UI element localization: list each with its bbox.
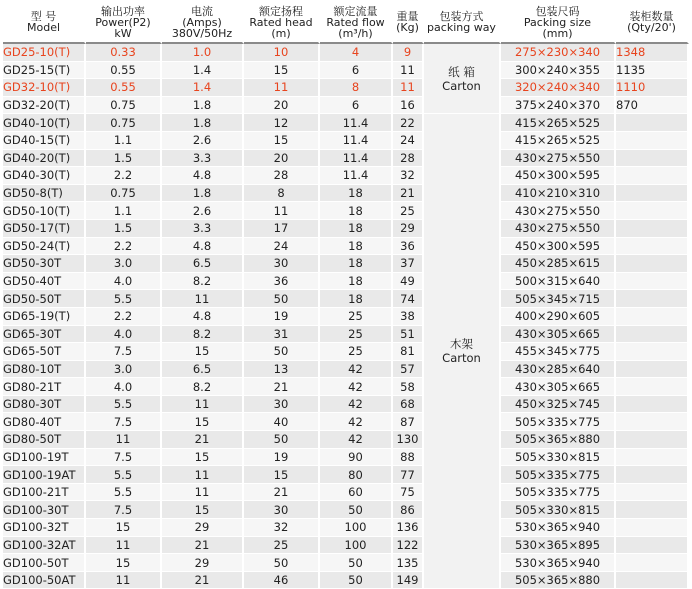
pump-spec-table [3, 2, 689, 589]
cell-model: GD50-40T [3, 273, 86, 291]
cell-weight: 68 [393, 396, 424, 414]
cell-power: 4.0 [86, 326, 162, 344]
cell-qty [616, 255, 689, 273]
cell-rated-head: 30 [244, 396, 320, 414]
cell-rated-flow: 42 [320, 396, 393, 414]
cell-model: GD80-30T [3, 396, 86, 414]
cell-rated-head: 36 [244, 273, 320, 291]
table-row [3, 132, 689, 150]
header-power: 输出功率 Power(P2) kW [86, 2, 162, 44]
cell-weight: 32 [393, 167, 424, 185]
cell-model: GD50-8(T) [3, 185, 86, 203]
cell-rated-head: 21 [244, 378, 320, 396]
cell-power: 0.75 [86, 185, 162, 203]
cell-current: 15 [162, 413, 244, 431]
cell-power: 5.5 [86, 396, 162, 414]
cell-rated-flow: 11.4 [320, 114, 393, 132]
cell-packing-size: 375×240×370 [501, 97, 616, 115]
cell-power: 1.5 [86, 220, 162, 238]
header-qty: 装柜数量 (Qty/20') [616, 2, 689, 44]
cell-rated-flow: 11.4 [320, 150, 393, 168]
cell-weight: 75 [393, 484, 424, 502]
table-row [3, 185, 689, 203]
cell-packing-size: 530×365×940 [501, 519, 616, 537]
cell-power: 4.0 [86, 273, 162, 291]
cell-power: 0.75 [86, 97, 162, 115]
cell-packing-size: 450×300×595 [501, 167, 616, 185]
cell-current: 21 [162, 572, 244, 589]
cell-rated-head: 15 [244, 62, 320, 80]
cell-weight: 49 [393, 273, 424, 291]
cell-model: GD65-19(T) [3, 308, 86, 326]
table-header [3, 2, 689, 44]
cell-qty: 1348 [616, 44, 689, 62]
cell-model: GD80-10T [3, 361, 86, 379]
cell-rated-flow: 6 [320, 97, 393, 115]
cell-rated-flow: 8 [320, 79, 393, 97]
cell-weight: 149 [393, 572, 424, 589]
cell-rated-head: 50 [244, 343, 320, 361]
cell-rated-flow: 18 [320, 185, 393, 203]
cell-rated-flow: 18 [320, 290, 393, 308]
cell-weight: 22 [393, 114, 424, 132]
cell-model: GD65-30T [3, 326, 86, 344]
table-row [3, 413, 689, 431]
table-row [3, 290, 689, 308]
cell-rated-head: 10 [244, 44, 320, 62]
cell-current: 1.8 [162, 185, 244, 203]
table-row [3, 484, 689, 502]
cell-qty [616, 361, 689, 379]
cell-qty [616, 132, 689, 150]
table-row [3, 431, 689, 449]
cell-qty: 1135 [616, 62, 689, 80]
cell-qty [616, 466, 689, 484]
cell-rated-flow: 60 [320, 484, 393, 502]
cell-model: GD25-10(T) [3, 44, 86, 62]
cell-rated-head: 50 [244, 290, 320, 308]
cell-rated-head: 13 [244, 361, 320, 379]
cell-power: 7.5 [86, 449, 162, 467]
cell-model: GD100-32AT [3, 537, 86, 555]
cell-qty [616, 114, 689, 132]
cell-model: GD100-50T [3, 554, 86, 572]
cell-power: 2.2 [86, 308, 162, 326]
table-row [3, 537, 689, 555]
cell-current: 4.8 [162, 308, 244, 326]
cell-model: GD50-10(T) [3, 202, 86, 220]
cell-rated-head: 19 [244, 308, 320, 326]
cell-model: GD100-50AT [3, 572, 86, 589]
cell-rated-flow: 100 [320, 519, 393, 537]
cell-power: 0.75 [86, 114, 162, 132]
cell-rated-flow: 50 [320, 501, 393, 519]
cell-weight: 135 [393, 554, 424, 572]
cell-weight: 36 [393, 238, 424, 256]
table-row [3, 114, 689, 132]
cell-model: GD100-21T [3, 484, 86, 502]
cell-power: 7.5 [86, 343, 162, 361]
table-row [3, 519, 689, 537]
header-packing-size: 包装尺码 Packing size (mm) [501, 2, 616, 44]
cell-rated-flow: 42 [320, 413, 393, 431]
cell-power: 1.1 [86, 202, 162, 220]
cell-rated-head: 12 [244, 114, 320, 132]
cell-weight: 28 [393, 150, 424, 168]
header-rated-flow: 额定流量 Rated flow (m³/h) [320, 2, 393, 44]
cell-rated-flow: 25 [320, 308, 393, 326]
cell-packing-size: 275×230×340 [501, 44, 616, 62]
header-packing-way: 包装方式 packing way [424, 2, 501, 44]
cell-current: 3.3 [162, 220, 244, 238]
table-row [3, 396, 689, 414]
cell-power: 0.33 [86, 44, 162, 62]
cell-model: GD50-50T [3, 290, 86, 308]
cell-model: GD100-19T [3, 449, 86, 467]
table-body [3, 44, 689, 589]
cell-current: 21 [162, 431, 244, 449]
cell-rated-head: 11 [244, 79, 320, 97]
table-row [3, 79, 689, 97]
cell-current: 4.8 [162, 238, 244, 256]
cell-rated-head: 30 [244, 501, 320, 519]
cell-packing-size: 505×335×775 [501, 484, 616, 502]
cell-current: 1.8 [162, 114, 244, 132]
cell-rated-head: 8 [244, 185, 320, 203]
cell-current: 2.6 [162, 132, 244, 150]
cell-power: 15 [86, 519, 162, 537]
cell-weight: 25 [393, 202, 424, 220]
cell-power: 4.0 [86, 378, 162, 396]
cell-rated-flow: 18 [320, 273, 393, 291]
cell-rated-head: 17 [244, 220, 320, 238]
cell-current: 11 [162, 484, 244, 502]
cell-packing-size: 430×285×640 [501, 361, 616, 379]
cell-qty [616, 326, 689, 344]
cell-qty [616, 220, 689, 238]
cell-qty [616, 185, 689, 203]
cell-packing-size: 430×305×665 [501, 326, 616, 344]
cell-model: GD100-30T [3, 501, 86, 519]
cell-rated-head: 28 [244, 167, 320, 185]
cell-qty [616, 537, 689, 555]
cell-weight: 77 [393, 466, 424, 484]
cell-current: 6.5 [162, 255, 244, 273]
cell-packing-size: 400×290×605 [501, 308, 616, 326]
cell-power: 11 [86, 431, 162, 449]
cell-power: 2.2 [86, 238, 162, 256]
cell-packing-size: 505×345×715 [501, 290, 616, 308]
cell-qty [616, 484, 689, 502]
cell-current: 8.2 [162, 273, 244, 291]
cell-qty [616, 273, 689, 291]
table-row [3, 150, 689, 168]
cell-weight: 58 [393, 378, 424, 396]
cell-rated-flow: 6 [320, 62, 393, 80]
cell-rated-flow: 80 [320, 466, 393, 484]
cell-qty [616, 150, 689, 168]
cell-weight: 130 [393, 431, 424, 449]
cell-rated-flow: 42 [320, 378, 393, 396]
cell-packing-size: 505×365×880 [501, 572, 616, 589]
cell-power: 2.2 [86, 167, 162, 185]
cell-model: GD80-21T [3, 378, 86, 396]
cell-packing-size: 430×275×550 [501, 150, 616, 168]
cell-packing-size: 505×365×880 [501, 431, 616, 449]
table-row [3, 501, 689, 519]
cell-rated-head: 19 [244, 449, 320, 467]
cell-weight: 24 [393, 132, 424, 150]
cell-current: 1.0 [162, 44, 244, 62]
cell-rated-head: 20 [244, 150, 320, 168]
cell-qty [616, 572, 689, 589]
cell-rated-head: 46 [244, 572, 320, 589]
cell-qty [616, 238, 689, 256]
cell-model: GD100-32T [3, 519, 86, 537]
cell-power: 15 [86, 554, 162, 572]
cell-rated-head: 31 [244, 326, 320, 344]
cell-current: 1.8 [162, 97, 244, 115]
cell-qty [616, 519, 689, 537]
cell-packing-size: 455×345×775 [501, 343, 616, 361]
header-current: 电流 (Amps) 380V/50Hz [162, 2, 244, 44]
cell-power: 5.5 [86, 484, 162, 502]
cell-power: 0.55 [86, 79, 162, 97]
cell-current: 11 [162, 396, 244, 414]
cell-model: GD40-15(T) [3, 132, 86, 150]
cell-packing-size: 430×275×550 [501, 220, 616, 238]
cell-weight: 57 [393, 361, 424, 379]
cell-model: GD40-30(T) [3, 167, 86, 185]
cell-power: 0.55 [86, 62, 162, 80]
cell-current: 1.4 [162, 62, 244, 80]
cell-packing-size: 505×335×775 [501, 466, 616, 484]
cell-rated-flow: 42 [320, 361, 393, 379]
cell-packing-size: 505×330×815 [501, 449, 616, 467]
cell-model: GD50-17(T) [3, 220, 86, 238]
table-row [3, 44, 689, 62]
cell-qty [616, 290, 689, 308]
cell-model: GD32-20(T) [3, 97, 86, 115]
cell-rated-head: 20 [244, 97, 320, 115]
header-weight: 重量 (Kg) [393, 2, 424, 44]
cell-packing-size: 450×285×615 [501, 255, 616, 273]
table-row [3, 554, 689, 572]
cell-weight: 87 [393, 413, 424, 431]
cell-rated-head: 11 [244, 202, 320, 220]
cell-rated-flow: 18 [320, 238, 393, 256]
cell-weight: 29 [393, 220, 424, 238]
cell-model: GD80-40T [3, 413, 86, 431]
cell-rated-head: 32 [244, 519, 320, 537]
cell-current: 29 [162, 519, 244, 537]
packing-way-carton: 纸 箱 Carton [424, 44, 501, 114]
cell-weight: 16 [393, 97, 424, 115]
cell-model: GD50-30T [3, 255, 86, 273]
cell-weight: 11 [393, 79, 424, 97]
cell-model: GD100-19AT [3, 466, 86, 484]
table-row [3, 572, 689, 589]
cell-packing-size: 450×300×595 [501, 238, 616, 256]
cell-current: 15 [162, 343, 244, 361]
cell-power: 7.5 [86, 501, 162, 519]
cell-power: 7.5 [86, 413, 162, 431]
cell-packing-size: 430×305×665 [501, 378, 616, 396]
cell-packing-size: 500×315×640 [501, 273, 616, 291]
cell-rated-flow: 50 [320, 554, 393, 572]
cell-packing-size: 415×265×525 [501, 132, 616, 150]
table-row [3, 220, 689, 238]
cell-model: GD80-50T [3, 431, 86, 449]
cell-current: 4.8 [162, 167, 244, 185]
cell-model: GD40-10(T) [3, 114, 86, 132]
table-row [3, 308, 689, 326]
cell-model: GD25-15(T) [3, 62, 86, 80]
table-row [3, 326, 689, 344]
cell-rated-head: 15 [244, 466, 320, 484]
cell-weight: 51 [393, 326, 424, 344]
cell-qty [616, 308, 689, 326]
cell-weight: 37 [393, 255, 424, 273]
packing-way-wooden-frame: 木架 Carton [424, 114, 501, 589]
cell-weight: 21 [393, 185, 424, 203]
cell-current: 11 [162, 466, 244, 484]
cell-weight: 86 [393, 501, 424, 519]
cell-power: 5.5 [86, 466, 162, 484]
cell-rated-flow: 11.4 [320, 132, 393, 150]
cell-weight: 9 [393, 44, 424, 62]
cell-model: GD32-10(T) [3, 79, 86, 97]
cell-current: 11 [162, 290, 244, 308]
table-row [3, 62, 689, 80]
cell-current: 15 [162, 449, 244, 467]
cell-rated-flow: 100 [320, 537, 393, 555]
cell-rated-head: 15 [244, 132, 320, 150]
cell-rated-flow: 50 [320, 572, 393, 589]
table-row [3, 378, 689, 396]
cell-qty [616, 396, 689, 414]
cell-weight: 38 [393, 308, 424, 326]
cell-current: 3.3 [162, 150, 244, 168]
cell-qty [616, 167, 689, 185]
cell-qty [616, 378, 689, 396]
cell-rated-head: 50 [244, 554, 320, 572]
cell-power: 3.0 [86, 255, 162, 273]
cell-qty [616, 413, 689, 431]
cell-model: GD65-50T [3, 343, 86, 361]
cell-power: 11 [86, 572, 162, 589]
cell-rated-flow: 18 [320, 220, 393, 238]
cell-packing-size: 505×335×775 [501, 413, 616, 431]
cell-current: 1.4 [162, 79, 244, 97]
header-model: 型 号 Model [3, 2, 86, 44]
cell-rated-flow: 11.4 [320, 167, 393, 185]
cell-rated-head: 30 [244, 255, 320, 273]
table-row [3, 273, 689, 291]
cell-packing-size: 450×325×745 [501, 396, 616, 414]
cell-power: 1.5 [86, 150, 162, 168]
cell-current: 8.2 [162, 378, 244, 396]
cell-model: GD50-24(T) [3, 238, 86, 256]
cell-current: 21 [162, 537, 244, 555]
cell-rated-flow: 90 [320, 449, 393, 467]
table-row [3, 97, 689, 115]
cell-packing-size: 415×265×525 [501, 114, 616, 132]
cell-weight: 81 [393, 343, 424, 361]
table-row [3, 466, 689, 484]
cell-rated-head: 25 [244, 537, 320, 555]
cell-packing-size: 505×330×815 [501, 501, 616, 519]
cell-power: 3.0 [86, 361, 162, 379]
cell-packing-size: 300×240×355 [501, 62, 616, 80]
cell-weight: 11 [393, 62, 424, 80]
cell-power: 11 [86, 537, 162, 555]
cell-rated-flow: 25 [320, 326, 393, 344]
cell-packing-size: 410×210×310 [501, 185, 616, 203]
cell-rated-flow: 25 [320, 343, 393, 361]
cell-current: 2.6 [162, 202, 244, 220]
cell-rated-head: 24 [244, 238, 320, 256]
cell-rated-flow: 4 [320, 44, 393, 62]
cell-rated-head: 50 [244, 431, 320, 449]
table-row [3, 202, 689, 220]
cell-weight: 136 [393, 519, 424, 537]
cell-packing-size: 530×365×895 [501, 537, 616, 555]
cell-current: 15 [162, 501, 244, 519]
cell-power: 1.1 [86, 132, 162, 150]
cell-packing-size: 320×240×340 [501, 79, 616, 97]
table-row [3, 238, 689, 256]
cell-rated-head: 21 [244, 484, 320, 502]
table-row [3, 449, 689, 467]
cell-rated-flow: 18 [320, 255, 393, 273]
cell-qty [616, 202, 689, 220]
cell-model: GD40-20(T) [3, 150, 86, 168]
table-row [3, 343, 689, 361]
table-row [3, 167, 689, 185]
cell-weight: 74 [393, 290, 424, 308]
cell-current: 8.2 [162, 326, 244, 344]
cell-current: 29 [162, 554, 244, 572]
cell-packing-size: 530×365×940 [501, 554, 616, 572]
cell-qty: 1110 [616, 79, 689, 97]
cell-qty [616, 343, 689, 361]
cell-weight: 88 [393, 449, 424, 467]
cell-current: 6.5 [162, 361, 244, 379]
cell-qty [616, 449, 689, 467]
cell-qty [616, 554, 689, 572]
cell-rated-flow: 42 [320, 431, 393, 449]
cell-qty [616, 501, 689, 519]
cell-rated-flow: 18 [320, 202, 393, 220]
cell-rated-head: 40 [244, 413, 320, 431]
cell-packing-size: 430×275×550 [501, 202, 616, 220]
header-rated-head: 额定扬程 Rated head (m) [244, 2, 320, 44]
table-row [3, 255, 689, 273]
cell-qty: 870 [616, 97, 689, 115]
cell-power: 5.5 [86, 290, 162, 308]
cell-weight: 122 [393, 537, 424, 555]
cell-qty [616, 431, 689, 449]
table-row [3, 361, 689, 379]
